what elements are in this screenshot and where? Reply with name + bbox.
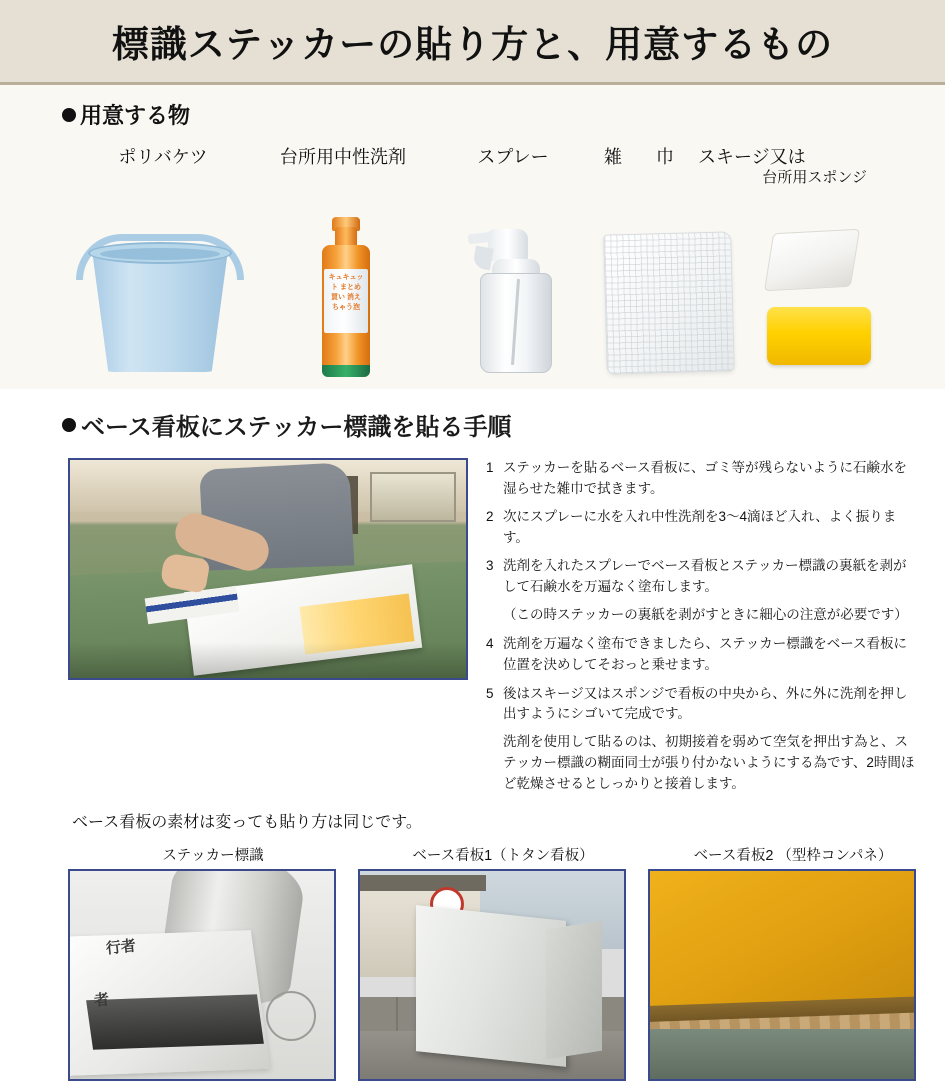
gallery-label-tin-board: ベース看板1（トタン看板） [412,848,594,865]
procedure-step [486,684,916,726]
gallery-section [0,844,945,1081]
procedure-step [486,507,916,549]
material-label-spray: スプレー [477,147,549,167]
gallery-image-row [0,869,945,1081]
sticker-photo-text-1: 行者 [105,937,137,958]
bullet-icon [62,108,76,122]
gallery-label-row [0,844,945,865]
material-label-detergent: 台所用中性洗剤 [280,147,406,167]
page-title: 標識ステッカーの貼り方と、用意するもの [111,24,834,65]
procedure-step [486,634,916,676]
step-text: 後はスキージ又はスポンジで看板の中央から、外に外に洗剤を押し出すようにシゴいて完成です。 [503,685,908,722]
procedure-note: ベース看板の素材は変っても貼り方は同じです。 [72,814,422,832]
step-text: 洗剤を入れたスプレーでベース看板とステッカー標識の裏紙を剥がして石鹸水を万遍なく塗布します。 [503,557,907,594]
materials-label-row [0,146,945,187]
tin-board-panel [416,905,566,1067]
spray-head-shape [488,229,528,261]
procedure-section [0,389,945,832]
gallery-photo-panel-board [648,869,916,1081]
procedure-step [486,458,916,500]
tin-board-panel-secondary [546,921,602,1060]
sticker-photo-text-2: 者 [93,991,110,1010]
squeegee-shape [764,229,860,291]
materials-heading [62,99,945,130]
bucket-icon [70,208,250,383]
cloth-shape [603,232,735,375]
gallery-label-sticker: ステッカー標識 [162,848,264,865]
gallery-photo-tin-board [358,869,626,1081]
material-image-squeegee [745,203,895,383]
tin-photo-roof [360,875,486,891]
step-number: 4 [486,635,494,651]
detergent-bottle-icon [250,203,440,383]
step-note: （この時ステッカーの裏紙を剥がすときに細心の注意が必要です） [503,606,908,622]
step-text: 次にスプレーに水を入れ中性洗剤を3〜4滴ほど入れ、よく振ります。 [503,509,897,546]
spray-trigger-shape [472,246,494,271]
material-image-bucket [70,208,250,383]
panel-board-surface [648,869,916,1012]
step-note: 洗剤を使用して貼るのは、初期接着を弱めて空気を押出す為と、ステッカー標識の糊面同士が張り付かないようにする為です、2時間ほど乾燥させるとしっかりと接着します。 [503,734,915,792]
procedure-step [486,556,916,598]
step-text: ステッカーを貼るベース看板に、ゴミ等が残らないように石鹸水を湿らせた雑巾で拭きます。 [503,460,908,497]
procedure-photo [68,458,468,680]
materials-image-row [0,187,945,383]
photo-window [370,472,456,522]
material-image-detergent [250,203,440,383]
material-label-bucket: ポリバケツ [118,147,208,167]
cloth-icon [595,203,745,383]
gallery-label-panel-board: ベース看板2 （型枠コンパネ） [693,848,893,865]
procedure-heading-label: ベース看板にステッカー標識を貼る手順 [81,414,512,442]
material-label-squeegee-sub: 台所用スポンジ [762,168,867,186]
panel-photo-ground [650,1029,914,1079]
sticker-backing-shape [86,994,264,1049]
material-image-spray [440,203,595,383]
gallery-photo-sticker [68,869,336,1081]
sponge-shape [767,307,871,365]
step-text: 洗剤を万遍なく塗布できましたら、ステッカー標識をベース看板に位置を決めしてそおっと乗せます。 [503,635,908,672]
bottle-base-shape [322,365,370,377]
procedure-heading [62,407,945,442]
step-number: 2 [486,509,494,525]
material-image-cloth [595,203,745,383]
bucket-body-shape [92,250,228,372]
procedure-steps [486,458,916,795]
step-number: 1 [486,460,494,476]
spray-bottle-icon [440,203,595,383]
step-number: 3 [486,557,494,573]
material-label-squeegee [698,146,873,187]
material-label-squeegee-main: スキージ又は [698,147,806,167]
materials-section [0,85,945,389]
materials-heading-label: 用意する物 [80,103,191,128]
procedure-body [0,458,945,795]
bullet-icon [62,418,76,432]
bottle-label-text: キュキュット まとめ買い 消えちゃう泡 [328,274,364,311]
material-label-cloth: 雑 巾 [604,147,682,167]
squeegee-sponge-icon [745,203,895,383]
step-number: 5 [486,685,494,701]
photo-shadow [70,642,466,678]
page-header [0,0,945,82]
